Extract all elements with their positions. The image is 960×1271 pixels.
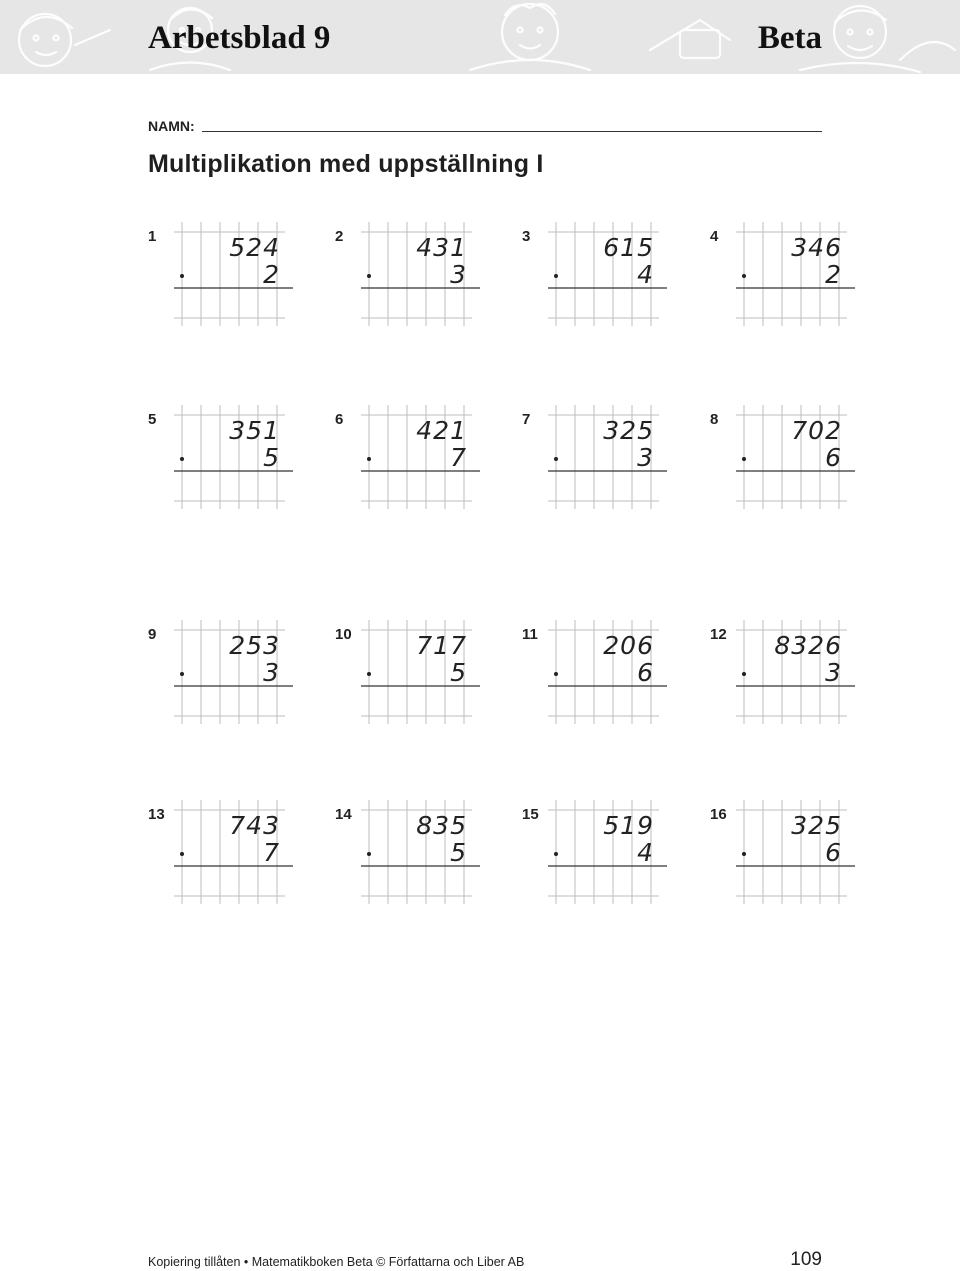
multiplication-dot-icon [367,457,371,461]
multiplier: 4 [637,260,653,289]
multiplier: 3 [450,260,466,289]
multiplication-dot-icon [180,672,184,676]
multiplicand: 206 [603,631,654,660]
problem-6 [335,405,495,535]
multiplicand: 717 [416,631,467,660]
multiplication-dot-icon [554,672,558,676]
footer-copyright: Kopiering tillåten • Matematikboken Beta © Författarna och Liber AB [148,1255,525,1269]
problem-number: 8 [710,411,719,428]
answer-grid[interactable] [710,222,870,352]
answer-grid[interactable] [148,800,308,930]
answer-grid[interactable] [335,222,495,352]
sheet-title: Arbetsblad 9 [148,20,331,56]
multiplier: 3 [825,658,841,687]
answer-grid[interactable] [148,620,308,750]
multiplication-dot-icon [367,274,371,278]
header-band [0,0,960,74]
problem-14 [335,800,495,930]
page-number: 109 [790,1249,822,1270]
name-label: NAMN: [148,118,195,134]
multiplier: 2 [825,260,841,289]
problem-2 [335,222,495,352]
multiplication-dot-icon [180,457,184,461]
multiplicand: 8326 [774,631,842,660]
answer-grid[interactable] [148,405,308,535]
problem-number: 10 [335,626,352,643]
problem-13 [148,800,308,930]
multiplicand: 351 [229,416,280,445]
answer-grid[interactable] [522,800,682,930]
multiplicand: 519 [603,811,654,840]
multiplicand: 702 [791,416,842,445]
problem-number: 6 [335,411,344,428]
problem-8 [710,405,870,535]
problem-3 [522,222,682,352]
multiplier: 6 [825,443,841,472]
answer-grid[interactable] [522,405,682,535]
multiplication-dot-icon [554,274,558,278]
problem-number: 14 [335,806,352,823]
answer-grid[interactable] [710,800,870,930]
problem-number: 15 [522,806,539,823]
multiplier: 5 [450,838,466,867]
multiplication-dot-icon [554,457,558,461]
answer-grid[interactable] [522,222,682,352]
multiplicand: 743 [229,811,280,840]
multiplier: 5 [450,658,466,687]
multiplicand: 431 [416,233,467,262]
multiplier: 3 [637,443,653,472]
multiplicand: 253 [229,631,280,660]
multiplicand: 835 [416,811,467,840]
problem-1 [148,222,308,352]
problem-number: 4 [710,228,719,245]
problem-number: 3 [522,228,531,245]
multiplication-dot-icon [742,672,746,676]
multiplicand: 325 [603,416,654,445]
problem-number: 13 [148,806,165,823]
multiplicand: 421 [416,416,467,445]
problem-number: 9 [148,626,157,643]
multiplier: 4 [637,838,653,867]
multiplier: 6 [637,658,653,687]
multiplication-dot-icon [180,274,184,278]
series-name: Beta [757,20,822,56]
answer-grid[interactable] [335,620,495,750]
problem-number: 2 [335,228,344,245]
problem-number: 1 [148,228,157,245]
multiplier: 5 [263,443,279,472]
multiplier: 6 [825,838,841,867]
multiplier: 2 [263,260,279,289]
multiplication-dot-icon [742,457,746,461]
multiplicand: 346 [791,233,842,262]
answer-grid[interactable] [335,800,495,930]
problem-15 [522,800,682,930]
name-line[interactable] [202,131,822,132]
answer-grid[interactable] [148,222,308,352]
problem-7 [522,405,682,535]
worksheet-heading: Multiplikation med uppställning I [148,150,544,178]
problem-number: 12 [710,626,727,643]
problem-5 [148,405,308,535]
multiplication-dot-icon [742,274,746,278]
answer-grid[interactable] [522,620,682,750]
multiplication-dot-icon [367,852,371,856]
problem-number: 7 [522,411,531,428]
problem-number: 5 [148,411,157,428]
problem-11 [522,620,682,750]
multiplicand: 524 [229,233,280,262]
problem-16 [710,800,870,930]
multiplicand: 325 [791,811,842,840]
multiplier: 7 [450,443,466,472]
multiplication-dot-icon [180,852,184,856]
problem-4 [710,222,870,352]
multiplication-dot-icon [742,852,746,856]
problem-12 [710,620,870,750]
multiplicand: 615 [603,233,654,262]
multiplication-dot-icon [367,672,371,676]
answer-grid[interactable] [710,405,870,535]
problem-number: 16 [710,806,727,823]
problem-9 [148,620,308,750]
multiplication-dot-icon [554,852,558,856]
multiplier: 3 [263,658,279,687]
answer-grid[interactable] [335,405,495,535]
problem-10 [335,620,495,750]
multiplier: 7 [263,838,279,867]
problem-number: 11 [522,626,538,643]
